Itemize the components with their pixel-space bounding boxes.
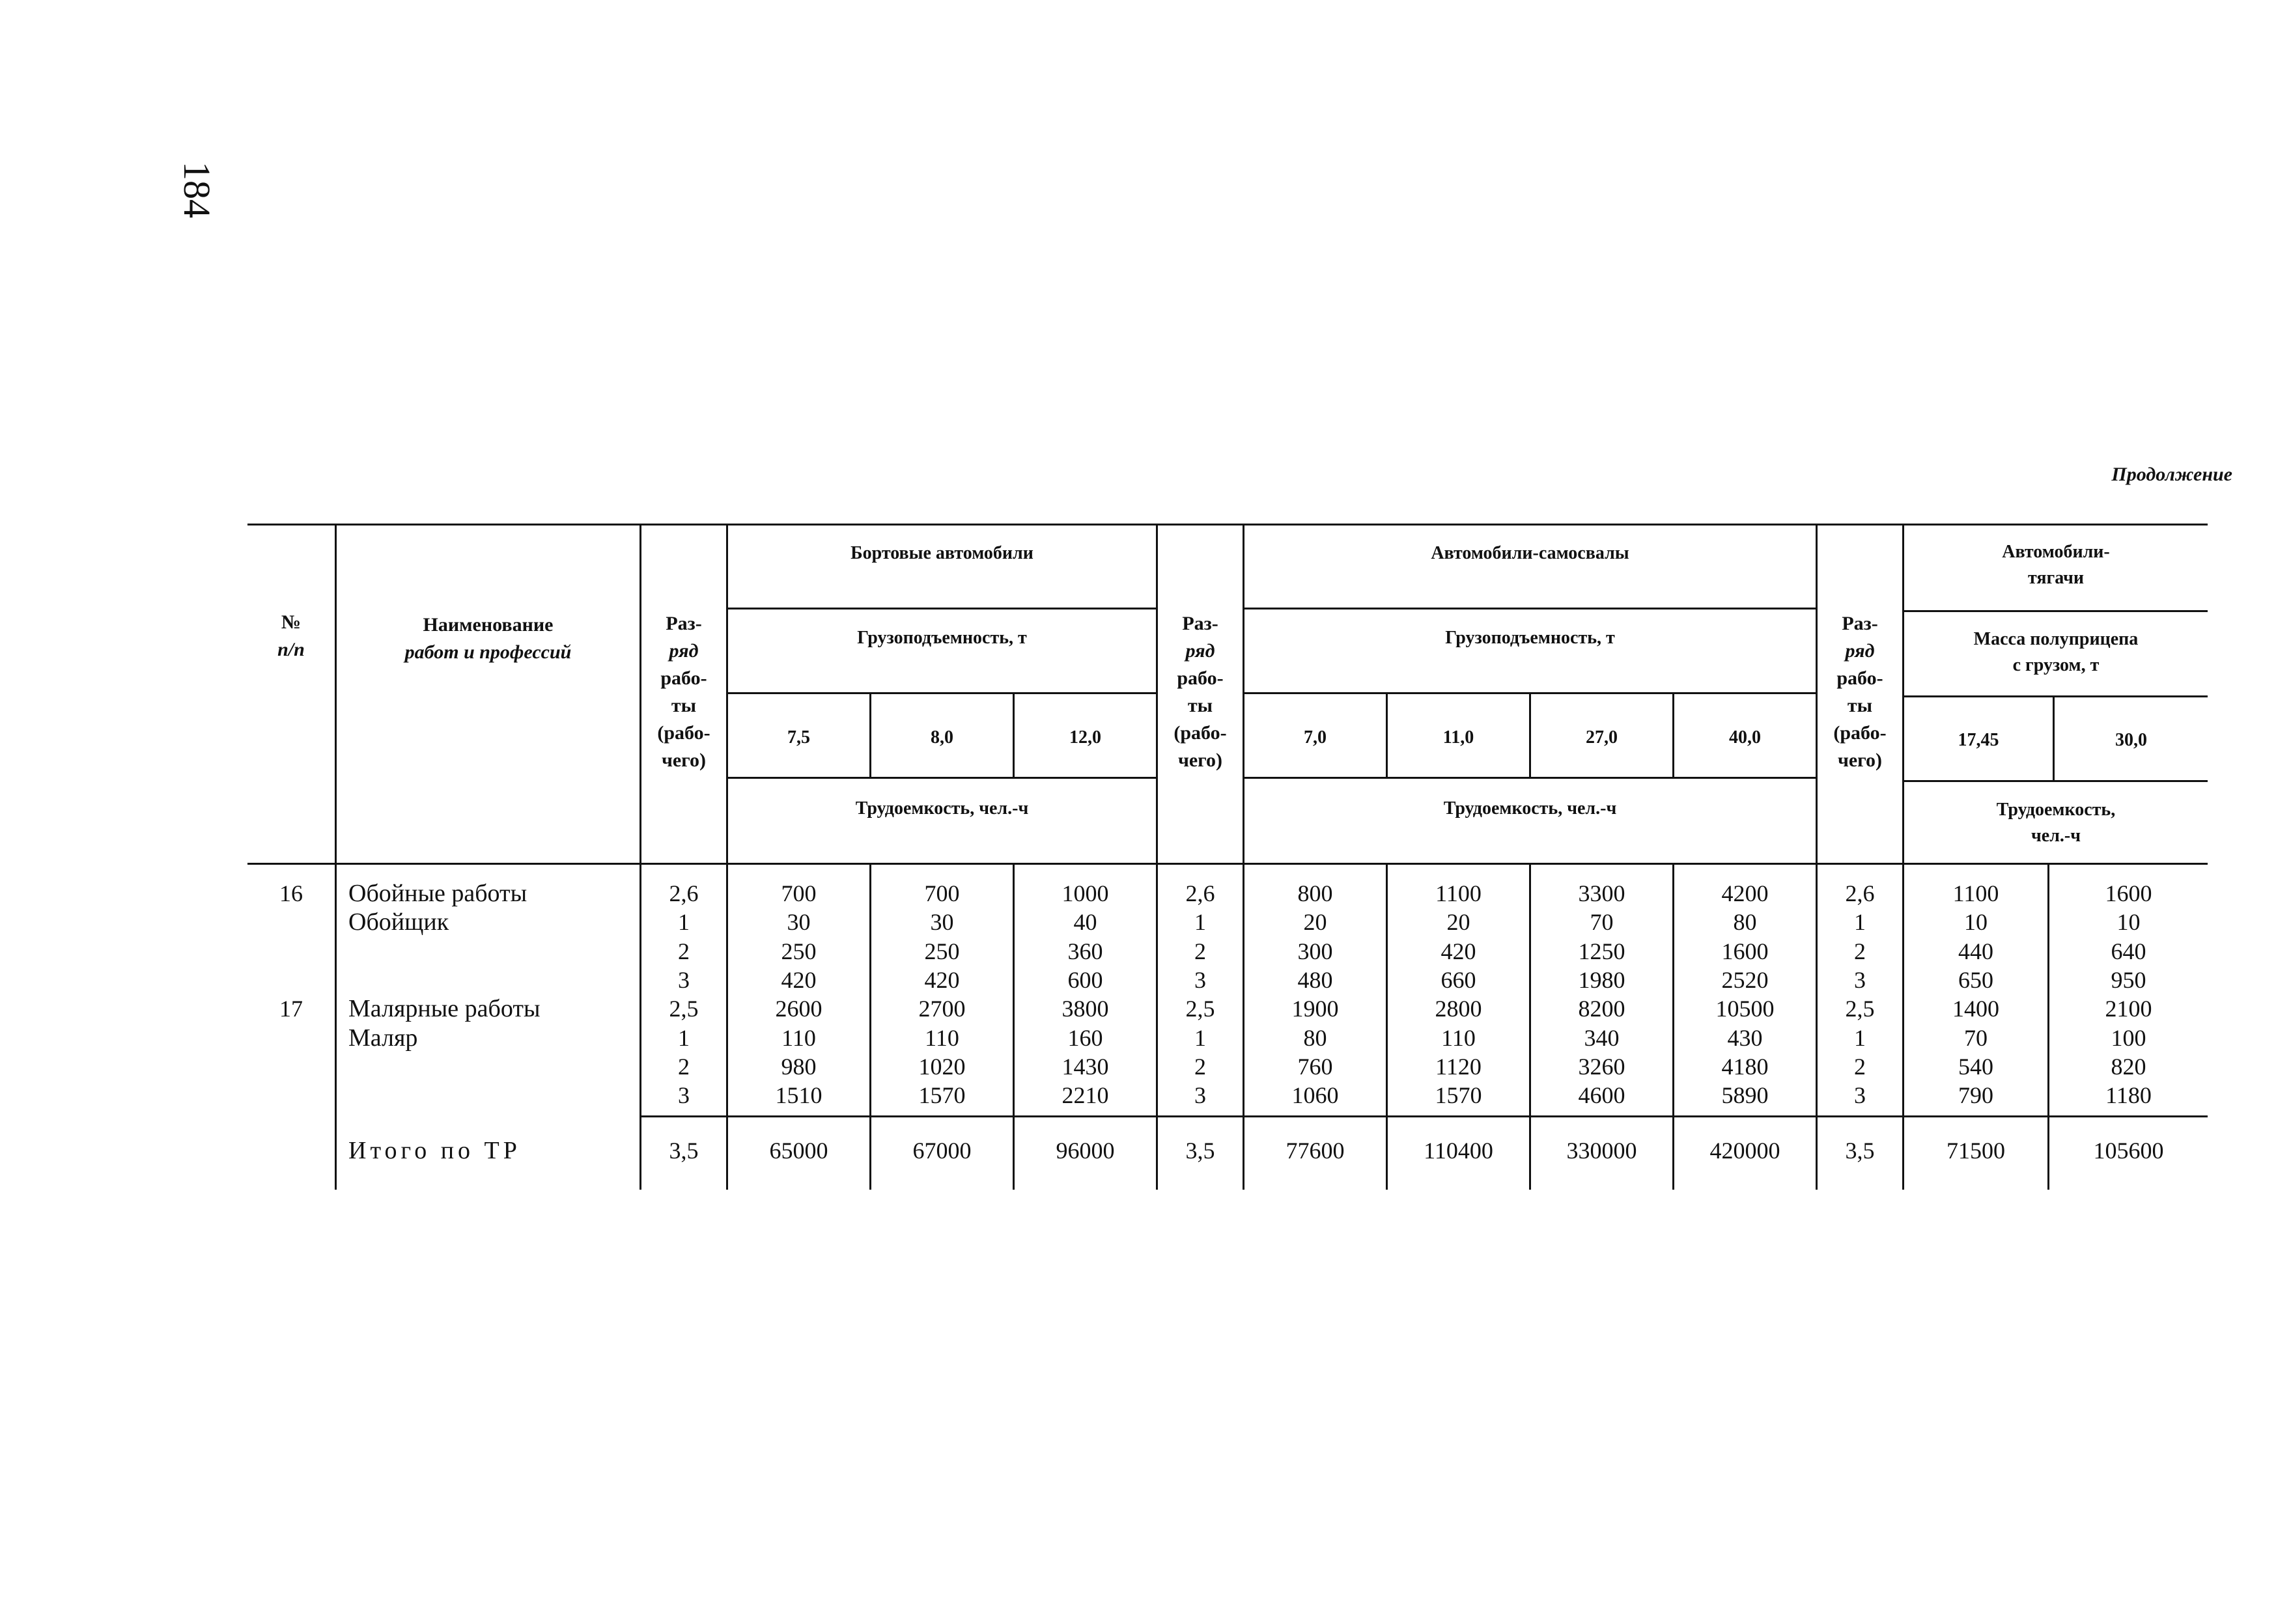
razryad-header-2: Раз- ряд рабо- ты (рабо- чего) (1174, 613, 1227, 771)
total-c9: 105600 (2093, 1138, 2164, 1164)
cell-r3: 2,5 (1845, 996, 1875, 1022)
cell-r3: 3 (1854, 966, 1866, 993)
total-c3: 96000 (1056, 1138, 1115, 1164)
cell-c8: 790 (1958, 1082, 1993, 1109)
group1-title: Бортовые автомобили (850, 543, 1033, 563)
cell-r2: 3 (1194, 966, 1206, 993)
cell-c7: 1600 (1721, 938, 1769, 964)
rule-total (640, 1115, 2208, 1117)
cell-r1: 3 (678, 1082, 690, 1109)
cell-c9: 100 (2111, 1024, 2146, 1051)
cell-c9: 10 (2116, 909, 2141, 936)
total-razryad-2: 3,5 (1185, 1138, 1215, 1164)
cell-c2: 1020 (918, 1053, 966, 1080)
cell-r1: 2 (678, 1053, 690, 1080)
name-header: Наименование работ и профессий (404, 614, 572, 663)
cell-c3: 160 (1067, 1024, 1103, 1051)
col-7-5: 7,5 (787, 727, 810, 748)
cell-c2: 1570 (918, 1082, 966, 1109)
cell-c2: 110 (925, 1024, 959, 1051)
cell-c4: 480 (1297, 966, 1333, 993)
cell-r1: 2,6 (669, 880, 699, 906)
cell-c5: 660 (1441, 966, 1476, 993)
cell-c5: 20 (1446, 909, 1470, 936)
cell-c7: 4180 (1721, 1053, 1769, 1080)
cell-c8: 70 (1964, 1024, 1988, 1051)
cell-c7: 4200 (1721, 880, 1769, 906)
rule-cap1 (727, 692, 1157, 694)
cell-c2: 250 (924, 938, 960, 964)
cell-c8: 10 (1964, 909, 1988, 936)
cell-c2: 2700 (918, 996, 966, 1022)
cell-r1: 3 (678, 966, 690, 993)
cell-c7: 430 (1727, 1024, 1763, 1051)
cell-c5: 420 (1441, 938, 1476, 964)
group3-title: Автомобили- тягачи (2002, 542, 2110, 588)
col-27-0: 27,0 (1586, 727, 1618, 748)
total-c7: 420000 (1709, 1138, 1780, 1164)
total-razryad-1: 3,5 (669, 1138, 699, 1164)
cell-c9: 820 (2111, 1053, 2146, 1080)
cell-c8: 540 (1958, 1053, 1993, 1080)
cell-r2: 2,6 (1185, 880, 1215, 906)
cell-c3: 360 (1067, 938, 1103, 964)
cell-r3: 2 (1854, 1053, 1866, 1080)
cell-c4: 20 (1303, 909, 1327, 936)
col-30-0: 30,0 (2115, 730, 2147, 750)
cell-c2: 30 (930, 909, 954, 936)
col-17-45: 17,45 (1958, 730, 1999, 750)
total-c5: 110400 (1424, 1138, 1493, 1164)
rule-cols2 (1244, 777, 1817, 779)
cell-c9: 1600 (2105, 880, 2152, 906)
rule-group3 (1904, 610, 2208, 612)
cell-c5: 1100 (1435, 880, 1482, 906)
cell-r3: 3 (1854, 1082, 1866, 1109)
col-8-0: 8,0 (931, 727, 953, 748)
total-razryad-3: 3,5 (1845, 1138, 1875, 1164)
rule-cols1 (727, 777, 1157, 779)
rule-top (247, 524, 2208, 525)
cell-r2: 2 (1194, 1053, 1206, 1080)
cell-c8: 440 (1958, 938, 1993, 964)
num-header: № п/п (277, 611, 305, 660)
cell-r3: 1 (1854, 909, 1866, 936)
cell-r2: 3 (1194, 1082, 1206, 1109)
cell-r2: 2 (1194, 938, 1206, 964)
cell-r2: 1 (1194, 909, 1206, 936)
cell-r1: 2 (678, 938, 690, 964)
row-name-line: Обойные работы (348, 880, 527, 907)
cell-c5: 110 (1441, 1024, 1476, 1051)
cell-c1: 250 (781, 938, 817, 964)
cell-c1: 2600 (775, 996, 822, 1022)
cell-c9: 1180 (2105, 1082, 2152, 1109)
cell-r3: 2,6 (1845, 880, 1875, 906)
cell-c7: 2520 (1721, 966, 1769, 993)
cell-c1: 980 (781, 1053, 817, 1080)
total-c8: 71500 (1947, 1138, 2005, 1164)
cell-r2: 2,5 (1185, 996, 1215, 1022)
cell-c4: 800 (1297, 880, 1333, 906)
rule-group2 (1244, 608, 1817, 609)
col-12-0: 12,0 (1069, 727, 1101, 748)
cell-c4: 1060 (1291, 1082, 1339, 1109)
col-7-0: 7,0 (1304, 727, 1327, 748)
total-c1: 65000 (769, 1138, 828, 1164)
cell-r1: 2,5 (669, 996, 699, 1022)
total-c6: 330000 (1566, 1138, 1637, 1164)
row-name-line: Обойщик (348, 908, 449, 936)
cell-c5: 1570 (1435, 1082, 1482, 1109)
row-name-line: Малярные работы (348, 995, 541, 1023)
labor-header-1: Трудоемкость, чел.-ч (855, 798, 1029, 819)
rule-header-bottom (247, 863, 2208, 865)
cell-c6: 3260 (1578, 1053, 1625, 1080)
cell-c9: 640 (2111, 938, 2146, 964)
cell-r3: 2 (1854, 938, 1866, 964)
cell-c2: 420 (924, 966, 960, 993)
cell-c6: 8200 (1578, 996, 1625, 1022)
cell-c3: 1430 (1061, 1053, 1109, 1080)
row-number: 17 (279, 996, 303, 1022)
cell-c3: 1000 (1061, 880, 1109, 906)
cell-c6: 1980 (1578, 966, 1625, 993)
rule-cols3 (1904, 780, 2208, 782)
col-11-0: 11,0 (1442, 727, 1474, 748)
labor-header-3: Трудоемкость, чел.-ч (1996, 800, 2116, 846)
continuation-label: Продолжение (2111, 464, 2232, 485)
cell-c5: 2800 (1435, 996, 1482, 1022)
cell-c6: 70 (1590, 909, 1614, 936)
cell-c5: 1120 (1435, 1053, 1482, 1080)
razryad-header-3: Раз- ряд рабо- ты (рабо- чего) (1833, 613, 1887, 771)
razryad-header-1: Раз- ряд рабо- ты (рабо- чего) (657, 613, 710, 771)
cell-c7: 10500 (1715, 996, 1775, 1022)
cell-c3: 3800 (1061, 996, 1109, 1022)
cell-c1: 110 (781, 1024, 816, 1051)
cell-c4: 1900 (1291, 996, 1339, 1022)
cell-c7: 80 (1733, 909, 1757, 936)
cell-c8: 650 (1958, 966, 1993, 993)
rule-group1 (727, 608, 1157, 609)
cell-c4: 80 (1303, 1024, 1327, 1051)
total-c2: 67000 (912, 1138, 972, 1164)
col-40-0: 40,0 (1729, 727, 1761, 748)
cell-c3: 2210 (1061, 1082, 1109, 1109)
cell-c3: 600 (1067, 966, 1103, 993)
cell-r1: 1 (678, 909, 690, 936)
capacity-header-2: Грузоподъемность, т (1445, 628, 1615, 648)
rule-cap3 (1904, 695, 2208, 697)
cell-c7: 5890 (1721, 1082, 1769, 1109)
cell-c8: 1100 (1952, 880, 1999, 906)
capacity-header-1: Грузоподъемность, т (857, 628, 1027, 648)
cell-r1: 1 (678, 1024, 690, 1051)
cell-c6: 340 (1584, 1024, 1620, 1051)
labor-header-2: Трудоемкость, чел.-ч (1443, 798, 1617, 819)
cell-c6: 4600 (1578, 1082, 1625, 1109)
cell-c9: 950 (2111, 966, 2146, 993)
cell-c4: 760 (1297, 1053, 1333, 1080)
cell-c6: 1250 (1578, 938, 1625, 964)
cell-c1: 420 (781, 966, 817, 993)
row-name-line: Маляр (348, 1024, 418, 1052)
cell-c9: 2100 (2105, 996, 2152, 1022)
cell-c1: 30 (787, 909, 811, 936)
cell-c1: 1510 (775, 1082, 822, 1109)
cell-c2: 700 (924, 880, 960, 906)
total-c4: 77600 (1286, 1138, 1345, 1164)
mass-header: Масса полуприцепа с грузом, т (1973, 629, 2139, 675)
total-label: Итого по ТР (348, 1137, 521, 1164)
cell-c6: 3300 (1578, 880, 1625, 906)
cell-r2: 1 (1194, 1024, 1206, 1051)
cell-r3: 1 (1854, 1024, 1866, 1051)
row-number: 16 (279, 880, 303, 906)
cell-c3: 40 (1073, 909, 1097, 936)
cell-c1: 700 (781, 880, 817, 906)
group2-title: Автомобили-самосвалы (1431, 543, 1629, 563)
cell-c8: 1400 (1952, 996, 1999, 1022)
page-number: 184 (176, 161, 218, 218)
cell-c4: 300 (1297, 938, 1333, 964)
